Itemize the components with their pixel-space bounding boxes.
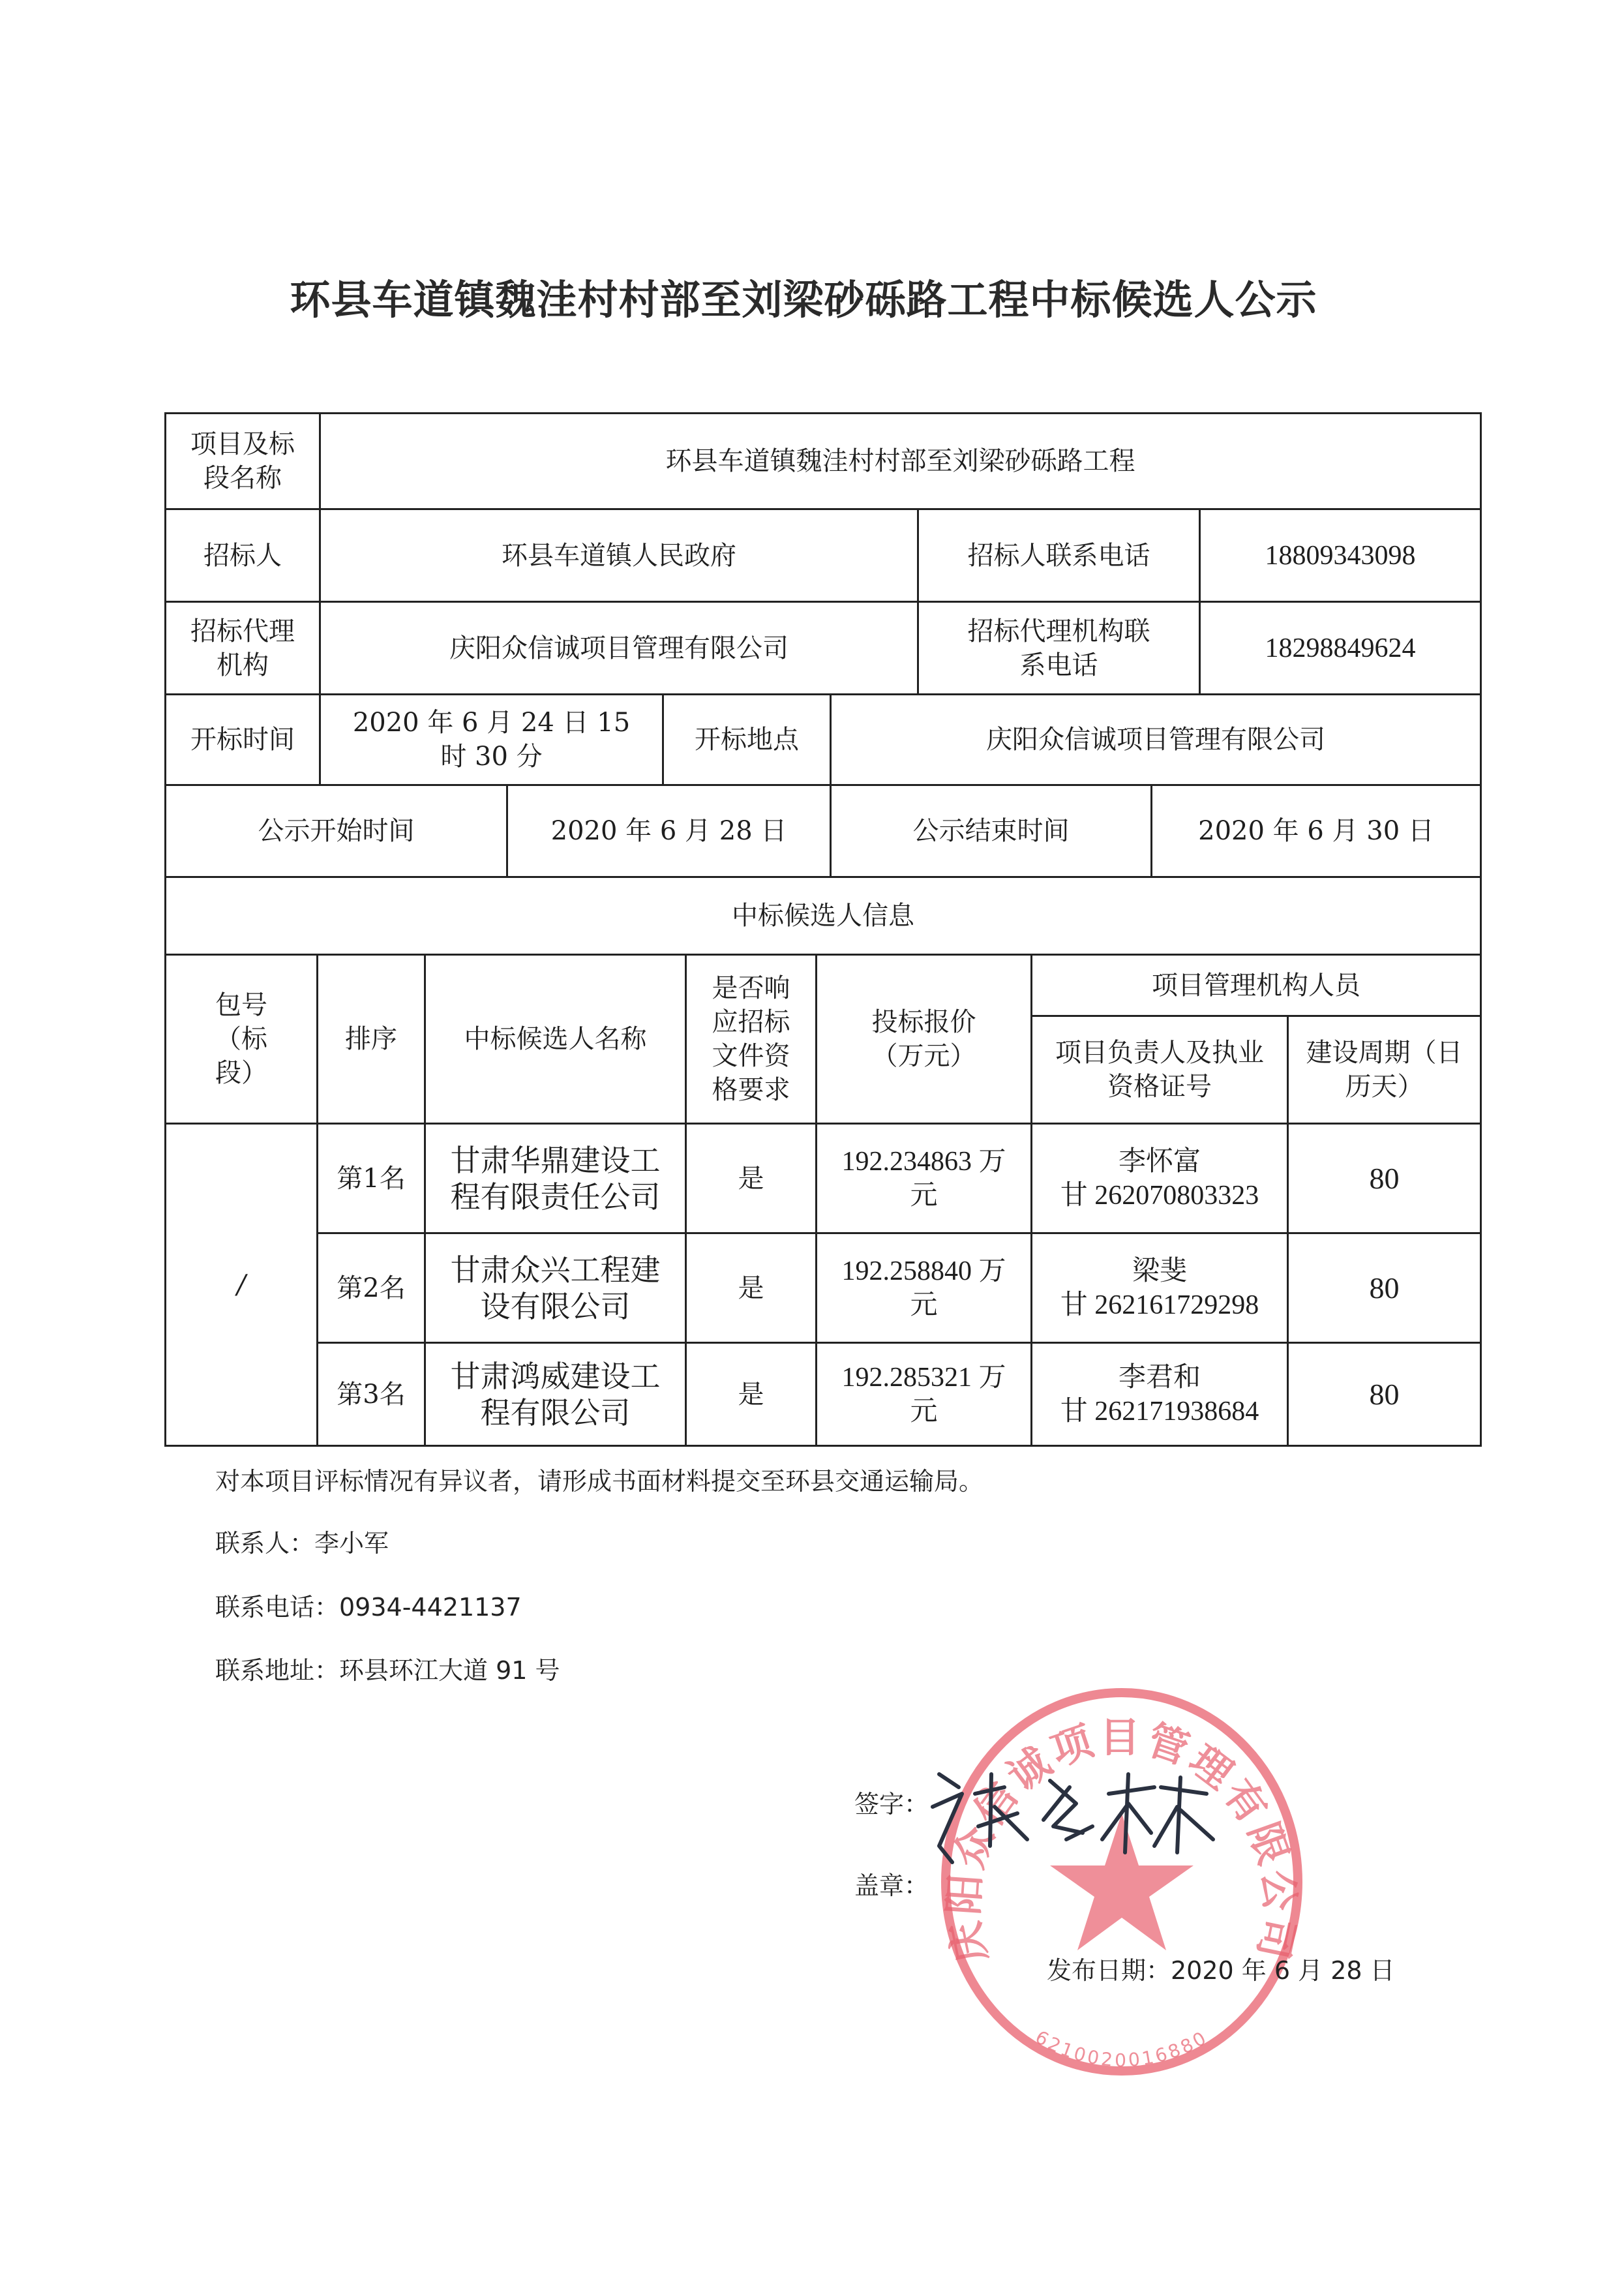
bid-price: 192.285321 万元	[841, 1362, 1006, 1427]
header-bid-price-cell	[815, 954, 1032, 1125]
publicity-end-value: 2020 年 6 月 30 日	[1198, 816, 1434, 846]
contact-address: 联系地址：环县环江大道 91 号	[215, 1656, 560, 1685]
manager-cert: 甘 262171938684	[1060, 1396, 1259, 1427]
project-value: 环县车道镇魏洼村村部至刘梁砂砾路工程	[665, 446, 1135, 476]
qualified: 是	[738, 1273, 764, 1303]
publicity-start-value: 2020 年 6 月 28 日	[550, 816, 787, 846]
tenderer-value: 环县车道镇人民政府	[502, 540, 736, 571]
qualified-cell	[685, 1342, 817, 1447]
agency-label: 招标代理机构	[190, 616, 295, 680]
publicity-start-value-cell	[506, 784, 832, 878]
publicity-start-label: 公示开始时间	[258, 816, 415, 846]
period-cell	[1287, 1342, 1482, 1447]
rank: 第3名	[337, 1379, 406, 1410]
agency-value: 庆阳众信诚项目管理有限公司	[449, 633, 788, 663]
agency-label-cell	[164, 601, 321, 695]
header-period: 建设周期（日历天）	[1306, 1038, 1463, 1102]
header-package-cell	[164, 954, 318, 1125]
document-title: 环县车道镇魏洼村村部至刘梁砂砾路工程中标候选人公示	[290, 276, 1317, 324]
publicity-end-value-cell	[1150, 784, 1482, 878]
manager-name: 李君和	[1118, 1362, 1201, 1393]
agency-value-cell	[319, 601, 919, 695]
opening-time-label: 开标时间	[190, 725, 295, 755]
rank-cell	[316, 1342, 426, 1447]
tenderer-label: 招标人	[203, 540, 282, 571]
header-name-cell	[424, 954, 687, 1125]
header-management-cell	[1030, 954, 1482, 1017]
rank-cell	[316, 1232, 426, 1344]
manager-cert: 甘 262161729298	[1060, 1290, 1259, 1320]
period: 80	[1369, 1271, 1400, 1305]
seal-text: 庆阳众信诚项目管理有限公司	[939, 1713, 1304, 1967]
manager-cell	[1030, 1232, 1289, 1344]
header-qualified-cell	[685, 954, 817, 1125]
agency-phone-value: 18298849624	[1265, 633, 1416, 663]
manager-cert: 甘 262070803323	[1060, 1180, 1259, 1211]
period: 80	[1369, 1161, 1400, 1195]
bid-price-cell	[815, 1123, 1032, 1234]
project-label-cell	[164, 412, 321, 510]
opening-place-label-cell	[662, 693, 832, 786]
agency-phone-label-cell	[917, 601, 1201, 695]
package-value: /	[237, 1269, 246, 1300]
qualified-cell	[685, 1232, 817, 1344]
project-value-cell	[319, 412, 1482, 510]
publicity-start-label-cell	[164, 784, 508, 878]
manager-name: 李怀富	[1118, 1146, 1201, 1177]
opening-place-label: 开标地点	[695, 725, 799, 755]
rank-cell	[316, 1123, 426, 1234]
header-rank: 排序	[345, 1024, 397, 1054]
bid-price: 192.258840 万元	[841, 1256, 1006, 1320]
rank: 第1名	[337, 1163, 406, 1194]
header-qualified: 是否响应招标文件资格要求	[712, 973, 790, 1105]
header-period-cell	[1287, 1015, 1482, 1125]
handwritten-signature	[913, 1748, 1226, 1879]
tenderer-value-cell	[319, 508, 919, 603]
header-manager: 项目负责人及执业资格证号	[1055, 1038, 1264, 1102]
opening-place-value-cell	[830, 693, 1482, 786]
qualified: 是	[738, 1379, 764, 1410]
publicity-end-label: 公示结束时间	[912, 816, 1070, 846]
contact-person: 联系人：李小军	[215, 1529, 389, 1558]
bid-price-cell	[815, 1342, 1032, 1447]
signature-label: 签字：	[854, 1790, 929, 1819]
bid-price: 192.234863 万元	[841, 1146, 1006, 1211]
tenderer-label-cell	[164, 508, 321, 603]
opening-time-label-cell	[164, 693, 321, 786]
candidate-name-cell	[424, 1342, 687, 1447]
period: 80	[1369, 1377, 1400, 1411]
publish-date: 发布日期：2020 年 6 月 28 日	[1047, 1956, 1395, 1985]
opening-time-value: 2020 年 6 月 24 日 15 时 30 分	[352, 708, 631, 772]
tenderer-phone-value-cell	[1199, 508, 1482, 603]
seal-code: 6210020016880	[1031, 2026, 1212, 2071]
header-bid-price: 投标报价（万元）	[871, 1007, 976, 1071]
agency-phone-label: 招标代理机构联系电话	[967, 616, 1150, 680]
package-value-cell	[164, 1123, 318, 1447]
opening-place-value: 庆阳众信诚项目管理有限公司	[986, 725, 1325, 755]
candidate-section-header	[164, 876, 1482, 956]
header-manager-cell	[1030, 1015, 1289, 1125]
tenderer-phone-label: 招标人联系电话	[967, 540, 1150, 571]
header-package: 包号（标段）	[215, 990, 267, 1088]
header-management: 项目管理机构人员	[1152, 970, 1360, 1001]
candidate-name-cell	[424, 1232, 687, 1344]
bid-price-cell	[815, 1232, 1032, 1344]
company-seal	[926, 1686, 1317, 2077]
publicity-end-label-cell	[830, 784, 1152, 878]
candidate-name: 甘肃众兴工程建设有限公司	[450, 1252, 661, 1324]
manager-name: 梁斐	[1132, 1256, 1187, 1286]
agency-phone-value-cell	[1199, 601, 1482, 695]
project-label: 项目及标段名称	[190, 429, 295, 493]
manager-cell	[1030, 1123, 1289, 1234]
candidate-section-label: 中标候选人信息	[732, 901, 914, 931]
qualified-cell	[685, 1123, 817, 1234]
tenderer-phone-label-cell	[917, 508, 1201, 603]
opening-time-value-cell	[319, 693, 664, 786]
objection-note: 对本项目评标情况有异议者，请形成书面材料提交至环县交通运输局。	[215, 1467, 984, 1496]
signature-text: 张会林	[913, 1748, 915, 1749]
header-name: 中标候选人名称	[464, 1024, 647, 1054]
rank: 第2名	[337, 1273, 406, 1303]
tenderer-phone-value: 18809343098	[1265, 540, 1416, 571]
period-cell	[1287, 1232, 1482, 1344]
candidate-name-cell	[424, 1123, 687, 1234]
candidate-name: 甘肃鸿威建设工程有限公司	[450, 1358, 661, 1430]
header-rank-cell	[316, 954, 426, 1125]
period-cell	[1287, 1123, 1482, 1234]
svg-text:6210020016880	[1032, 2026, 1212, 2071]
candidate-name: 甘肃华鼎建设工程有限责任公司	[450, 1142, 661, 1215]
seal-label: 盖章：	[854, 1871, 929, 1900]
manager-cell	[1030, 1342, 1289, 1447]
contact-phone: 联系电话：0934-4421137	[215, 1593, 522, 1622]
qualified: 是	[738, 1163, 764, 1194]
